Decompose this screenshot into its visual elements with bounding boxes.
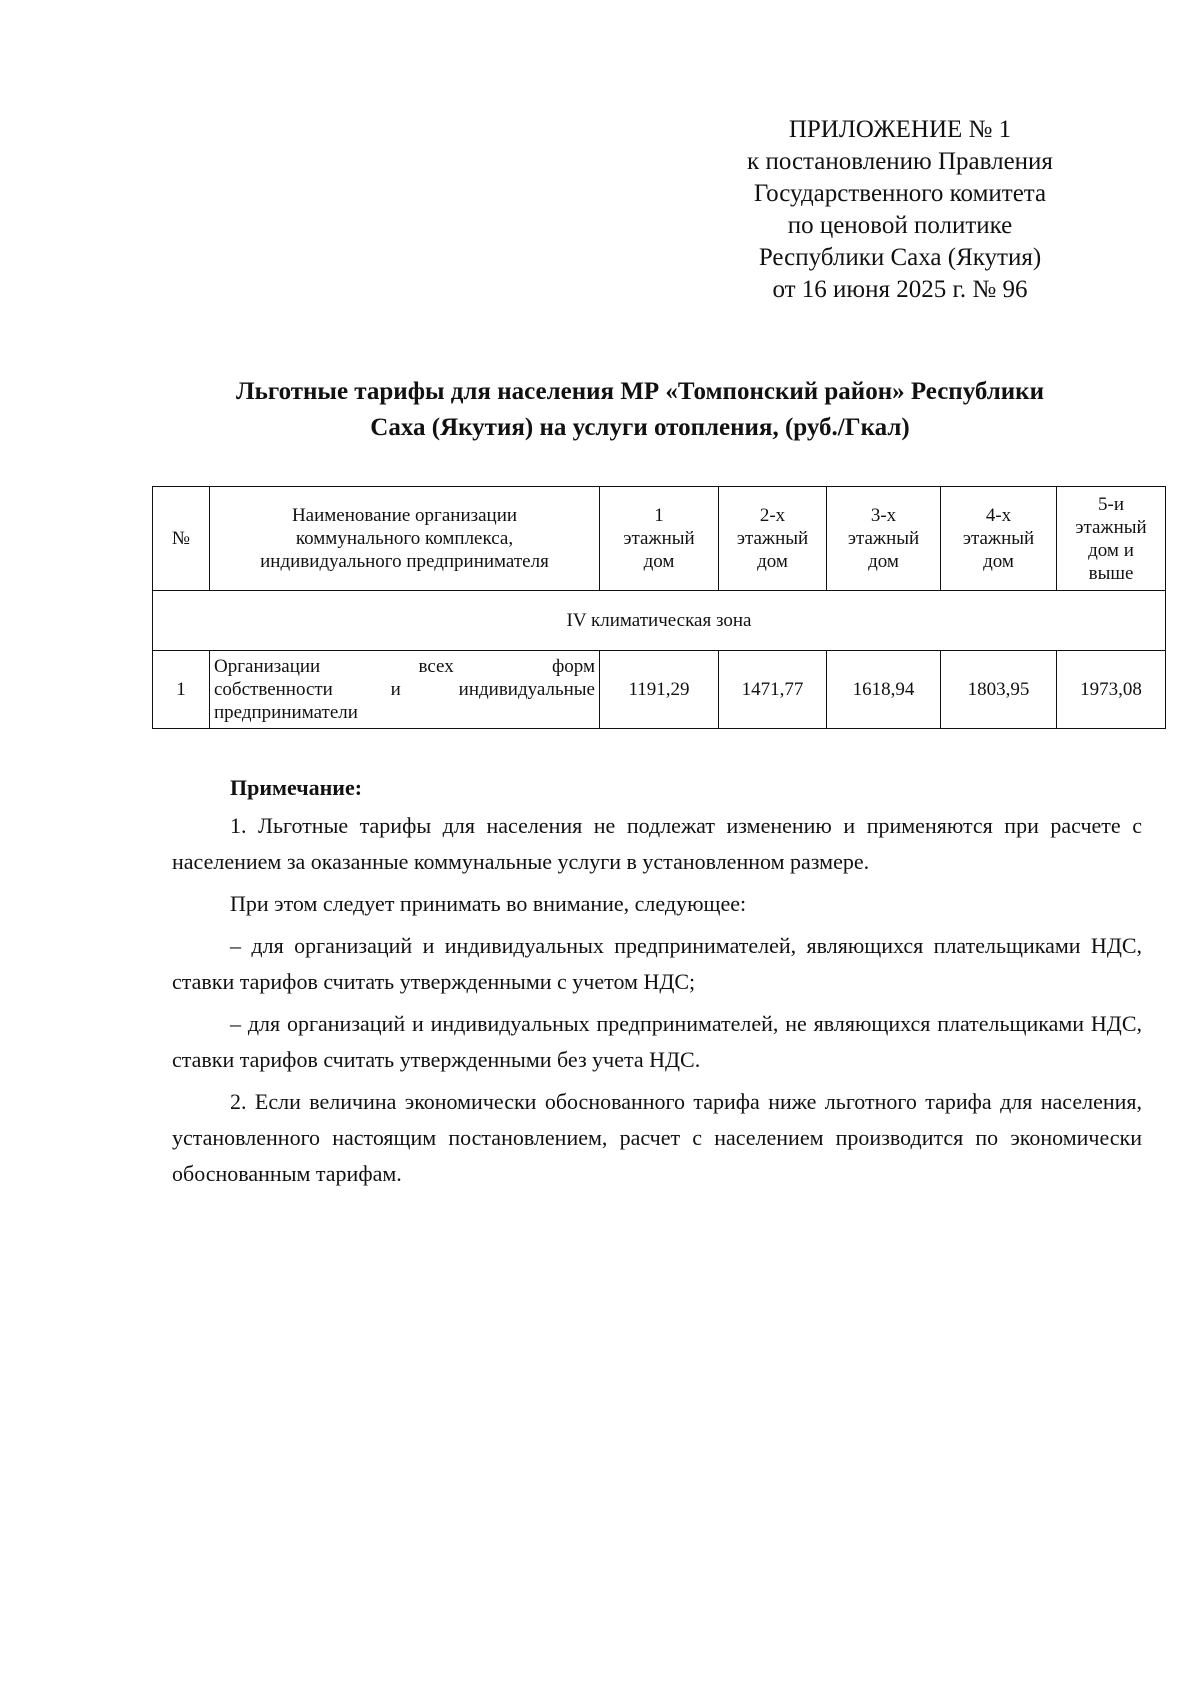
annex-date: от 16 июня 2025 г. № 96: [772, 276, 1028, 303]
header-text: 3-х: [870, 505, 897, 526]
note-paragraph: – для организаций и индивидуальных предпринимателей, не являющихся плательщиками НДС, ставки тарифов считать утвержденными без учета НДС.: [172, 1011, 1142, 1072]
header-text: 4-х: [985, 505, 1012, 526]
document-title: [150, 374, 1130, 446]
tariff-3-storey: 1618,94: [827, 651, 941, 729]
header-organization: [210, 487, 600, 591]
header-2-storey: [719, 487, 827, 591]
header-text: 5-и: [1098, 493, 1124, 515]
header-text: дом: [757, 551, 788, 572]
org-text: Организации всех форм: [214, 656, 595, 677]
header-text: выше: [1088, 562, 1134, 584]
header-text: 2-х: [759, 505, 786, 526]
annex-line: Государственного комитета: [753, 180, 1047, 207]
notes-heading: Примечание:: [230, 775, 363, 800]
header-text: дом и: [1088, 539, 1134, 561]
notes-section: [172, 770, 1142, 1192]
header-text: коммунального комплекса,: [295, 528, 514, 549]
table-row: [153, 651, 1166, 729]
tariff-table: [152, 486, 1166, 729]
header-1-storey: [600, 487, 719, 591]
row-number: 1: [153, 651, 210, 729]
tariff-5-storey: 1973,08: [1057, 651, 1166, 729]
table-header-row: [153, 487, 1166, 591]
climate-zone-label: IV климатическая зона: [153, 591, 1166, 651]
annex-header: [700, 114, 1100, 306]
annex-line: по ценовой политике: [787, 212, 1013, 239]
annex-line: Республики Саха (Якутия): [758, 244, 1042, 271]
header-text: этажный: [736, 528, 809, 549]
header-4-storey: [941, 487, 1057, 591]
title-line: Льготные тарифы для населения МР «Томпонский район» Республики: [236, 378, 1044, 405]
header-5-storey-and-above: [1057, 487, 1166, 591]
header-text: дом: [983, 551, 1014, 572]
org-text: предприниматели: [214, 702, 358, 723]
table-section-row: [153, 591, 1166, 651]
header-3-storey: [827, 487, 941, 591]
header-text: 1: [654, 505, 664, 526]
org-text: собственности и индивидуальные: [214, 679, 595, 700]
note-paragraph: При этом следует принимать во внимание, следующее:: [230, 891, 747, 916]
annex-line: к постановлению Правления: [747, 148, 1053, 175]
header-text: этажный: [847, 528, 920, 549]
header-number: №: [153, 487, 210, 591]
tariff-1-storey: 1191,29: [600, 651, 719, 729]
note-paragraph: 2. Если величина экономически обоснованного тарифа ниже льготного тарифа для населения, установленного настоящим постановлением, расчет с населением производится по экономически обоснованным тарифам.: [172, 1089, 1142, 1186]
header-text: этажный: [1075, 516, 1147, 538]
header-text: Наименование организации: [291, 505, 518, 526]
note-paragraph: 1. Льготные тарифы для населения не подлежат изменению и применяются при расчете с населением за оказанные коммунальные услуги в установленном размере.: [172, 813, 1142, 874]
header-text: этажный: [962, 528, 1035, 549]
tariff-4-storey: 1803,95: [941, 651, 1057, 729]
header-text: этажный: [623, 528, 695, 549]
header-text: дом: [868, 551, 899, 572]
header-text: дом: [643, 551, 675, 572]
annex-number: ПРИЛОЖЕНИЕ № 1: [788, 116, 1012, 143]
note-paragraph: – для организаций и индивидуальных предпринимателей, являющихся плательщиками НДС, ставки тарифов считать утвержденными с учетом НДС;: [172, 933, 1142, 994]
tariff-2-storey: 1471,77: [719, 651, 827, 729]
title-line: Саха (Якутия) на услуги отопления, (руб./Гкал): [370, 414, 910, 441]
header-text: индивидуального предпринимателя: [260, 551, 549, 572]
organization-name: [210, 651, 600, 729]
